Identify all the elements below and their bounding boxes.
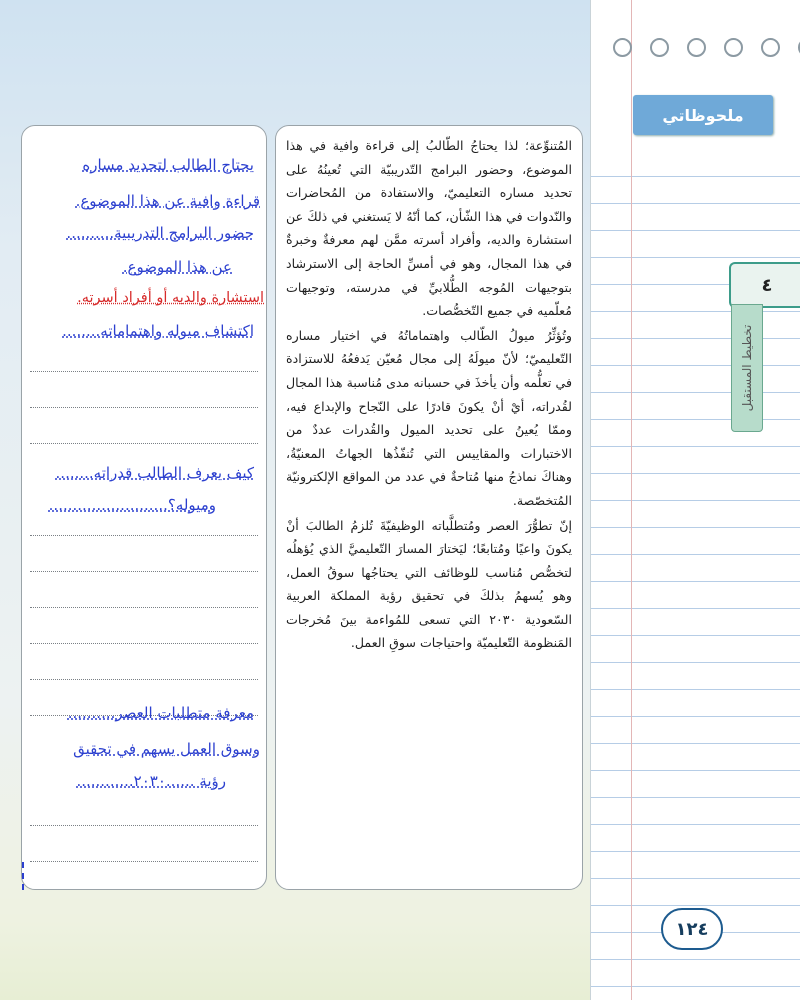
handwritten-note: قراءة وافية عن هذا الموضوع. <box>75 192 260 210</box>
binder-hole <box>650 38 669 57</box>
dotted-line <box>30 442 258 444</box>
dotted-line <box>30 642 258 644</box>
handwritten-note: يحتاج الطالب لتحديد مساره <box>82 156 254 174</box>
dotted-line <box>30 824 258 826</box>
handwritten-bracket-mark <box>22 862 28 890</box>
handwritten-note: وسوق العمل يسهم في تحقيق <box>73 740 260 758</box>
page-number: ١٢٤ <box>661 908 723 950</box>
handwritten-note: عن هذا الموضوع. <box>122 258 232 276</box>
notes-tab <box>633 95 773 135</box>
dotted-line <box>30 860 258 862</box>
binder-hole <box>761 38 780 57</box>
dotted-line <box>30 406 258 408</box>
binder-holes <box>613 38 800 57</box>
handwritten-note-red: استشارة والديه أو أفراد أسرته. <box>77 290 264 306</box>
notes-panel <box>21 125 267 890</box>
chapter-number: ٤ <box>761 274 773 296</box>
paragraph: وتُؤثِّرُ ميولُ الطّالب واهتماماتُهُ في اختيار مساره التّعليميّ؛ لأنّ ميولَهُ إلى مجال مُعيّن يَدفعُهُ للاستزادة في تعلُّمه وأن يأخذَ في حسبانه مدى مُناسبة هذا المجال لقُدراته، أيْ أنْ يكونَ قادرًا على النّجاح والإبداع فيه، وممّا يُعينُ على تحديد الميول والقُدرات عددٌ من الاختبارات والمقاييس التي تُنفّذُها الجهاتُ المعنيّةُ، وهناكَ نماذجُ منها مُتاحةٌ في عدد من المواقع الإلكترونيّة المُتخصّصة. <box>286 327 572 508</box>
handwritten-note: اكتشاف ميوله واهتماماته........ <box>62 322 254 340</box>
chapter-number-box <box>729 262 800 308</box>
handwritten-note: وميوله؟......................... <box>48 496 216 514</box>
dotted-line <box>30 570 258 572</box>
handwritten-note: معرفة متطلبات العصر.......... <box>67 704 254 722</box>
binder-hole <box>613 38 632 57</box>
dotted-line <box>30 534 258 536</box>
reading-text-panel <box>275 125 583 890</box>
dotted-line <box>30 678 258 680</box>
notebook-sidebar <box>590 0 800 1000</box>
section-label: تخطيط المستقبل <box>740 324 754 412</box>
section-side-tab <box>731 304 763 432</box>
binder-hole <box>724 38 743 57</box>
dotted-line <box>30 606 258 608</box>
notes-tab-label: ملحوظاتي <box>662 105 744 125</box>
paragraph: إنّ تطوُّرَ العصر ومُتطلَّباته الوظيفيّةَ تُلزمُ الطالبَ أنْ يكونَ واعيًا ومُتابعًا؛ ليَختارَ المسارَ التّعليميَّ الذي يُؤهلُه لتخصُّص مُناسب للوظائف التي يحتاجُها سوقُ العمل، وهو يُسهمُ بذلكَ في تحقيق رؤية المملكة العربية السّعودية ٢٠٣٠ التي تسعى للمُواءمة بينَ مُخرجات المَنظومة التّعليميّة واحتياجات سوقِ العمل. <box>286 517 572 651</box>
handwritten-note: حضور البرامج التدريبية.......... <box>66 224 254 242</box>
binder-hole <box>687 38 706 57</box>
handwritten-note: رؤية ......٢٠٣٠............ <box>76 772 226 790</box>
notebook-margin-line <box>631 0 632 1000</box>
dotted-line <box>30 370 258 372</box>
handwritten-note: كيف يعرف الطالب قدراته........ <box>55 464 254 482</box>
paragraph: المُتنوِّعة؛ لذا يحتاجُ الطّالبُ إلى قراءة وافية في هذا الموضوع، وحضور البرامج التّدريبيّة التي تُعينُهُ على تحديد مساره التعليميّ، والاستفادة من المُحاضرات والنّدوات في هذا الشّأن، كما أنّهُ لا يَستغني في ذلكَ عن استشارة والديه، وأفراد أسرته ممَّن لهم معرفةٌ وخبرةٌ في هذا المجال، وهو في أمسِّ الحاجة إلى الاسترشاد بتوجيهات المُوجه الطُّلابيِّ في مدرسته، وتوجيهات مُعلّميه في جميع التّخصُّصات. <box>286 138 572 319</box>
